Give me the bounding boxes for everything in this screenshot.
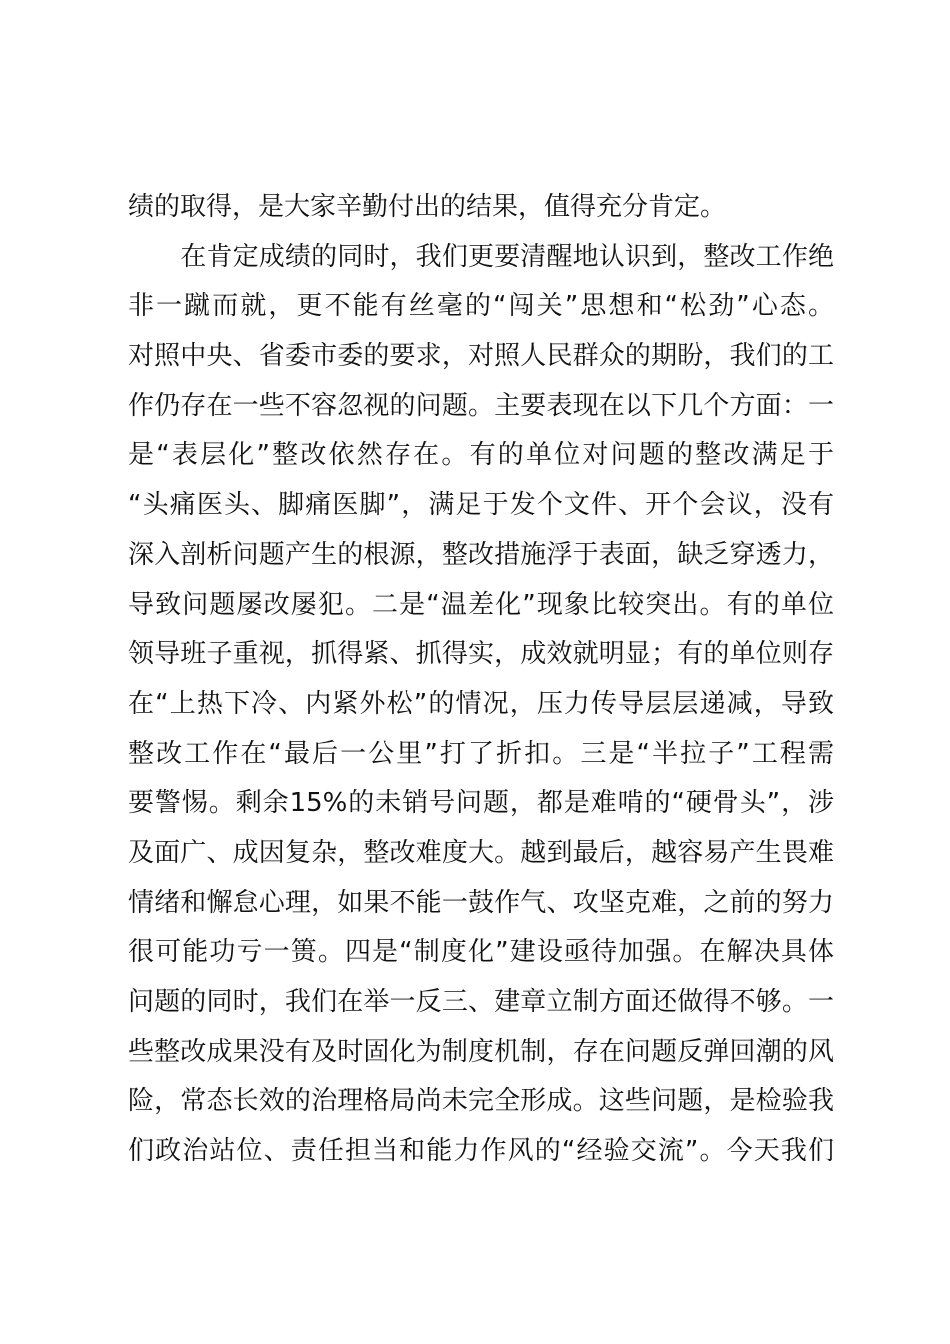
text-line: 在“上热下冷、内紧外松”的情况，压力传导层层递减，导致 — [128, 688, 834, 719]
text-line: “头痛医头、脚痛医脚”，满足于发个文件、开个会议，没有 — [128, 490, 834, 521]
text-line: 非一蹴而就，更不能有丝毫的“闯关”思想和“松劲”心态。 — [128, 291, 834, 322]
text-line: 问题的同时，我们在举一反三、建章立制方面还做得不够。一 — [128, 987, 834, 1017]
text-line: 是“表层化”整改依然存在。有的单位对问题的整改满足于 — [128, 440, 834, 471]
body-text — [128, 183, 834, 1177]
text-line: 对照中央、省委市委的要求，对照人民群众的期盼，我们的工 — [128, 341, 834, 372]
text-line: 情绪和懈怠心理，如果不能一鼓作气、攻坚克难，之前的努力 — [128, 887, 834, 918]
text-line: 们政治站位、责任担当和能力作风的“经验交流”。今天我们 — [128, 1136, 834, 1167]
text-line: 整改工作在“最后一公里”打了折扣。三是“半拉子”工程需 — [128, 738, 834, 769]
text-line: 作仍存在一些不容忽视的问题。主要表现在以下几个方面：一 — [128, 390, 834, 421]
text-line: 些整改成果没有及时固化为制度机制，存在问题反弹回潮的风 — [128, 1036, 834, 1067]
text-line: 深入剖析问题产生的根源，整改措施浮于表面，缺乏穿透力， — [128, 539, 834, 570]
text-line: 导致问题屡改屡犯。二是“温差化”现象比较突出。有的单位 — [128, 589, 834, 620]
text-line: 险，常态长效的治理格局尚未完全形成。这些问题，是检验我 — [128, 1086, 834, 1117]
text-line: 领导班子重视，抓得紧、抓得实，成效就明显；有的单位则存 — [128, 639, 834, 670]
text-line: 要警惕。剩余15%的未销号问题，都是难啃的“硬骨头”，涉 — [128, 788, 834, 819]
text-line: 在肯定成绩的同时，我们更要清醒地认识到，整改工作绝 — [128, 241, 834, 272]
text-line: 很可能功亏一篑。四是“制度化”建设亟待加强。在解决具体 — [128, 937, 834, 968]
text-line: 及面广、成因复杂，整改难度大。越到最后，越容易产生畏难 — [128, 837, 834, 868]
text-line: 绩的取得，是大家辛勤付出的结果，值得充分肯定。 — [128, 192, 727, 222]
